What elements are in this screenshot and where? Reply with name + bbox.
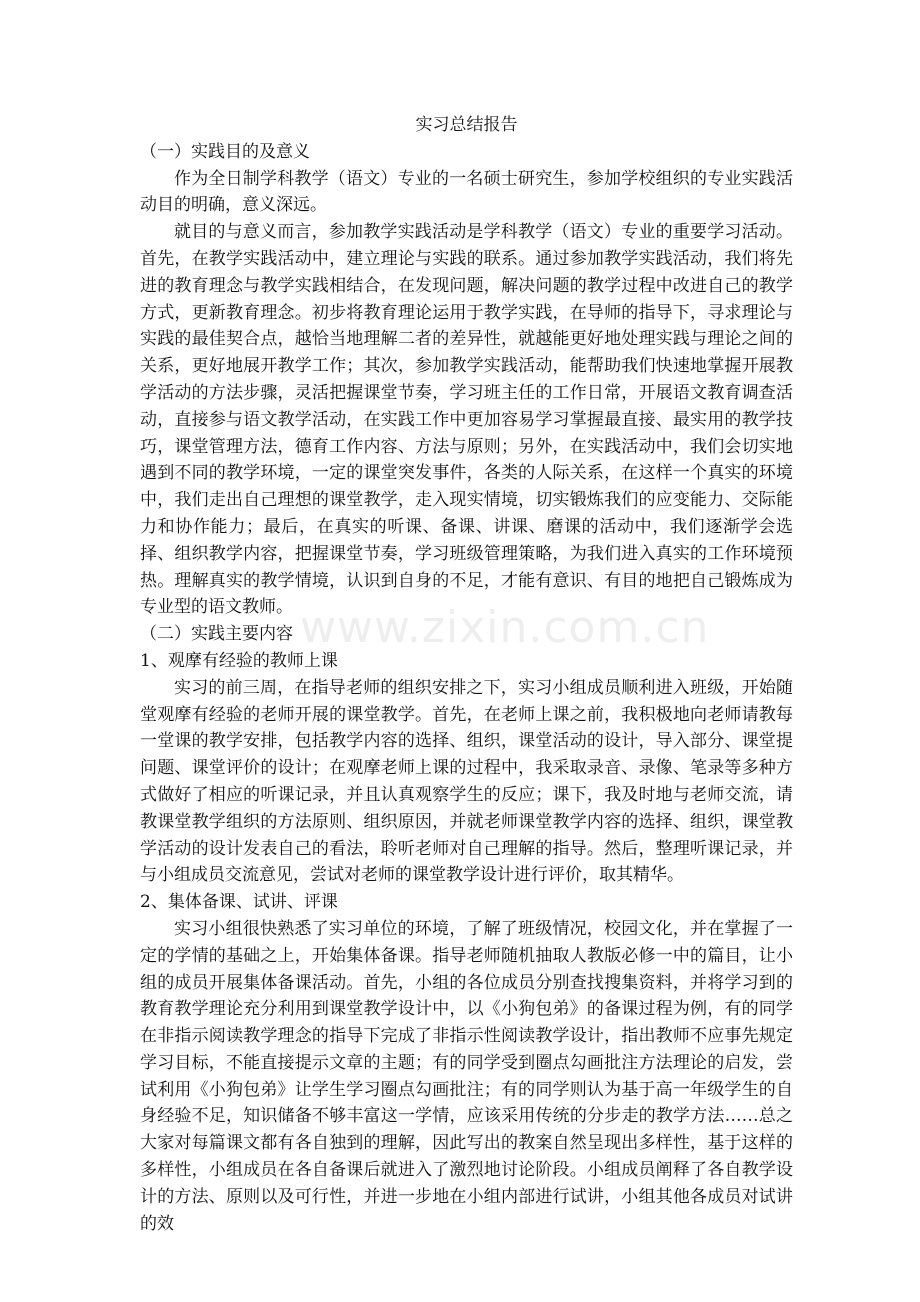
subsection-observe-classes xyxy=(140,648,793,889)
paragraph: 就目的与意义而言，参加教学实践活动是学科教学（语文）专业的重要学习活动。首先，在教学实践活动中，建立理论与实践的联系。通过参加教学实践活动，我们将先进的教育理念与教学实践相结合，在发现问题，解决问题的教学过程中改进自己的教学方式，更新教育理念。初步将教育理论运用于教学实践，在导师的指导下，寻求理论与实践的最佳契合点，越恰当地理解二者的差异性，就越能更好地处理实践与理论之间的关系，更好地展开教学工作；其次，参加教学实践活动，能帮助我们快速地掌握开展教学活动的方法步骤，灵活把握课堂节奏，学习班主任的工作日常，开展语文教育调查活动，直接参与语文教学活动，在实践工作中更加容易学习掌握最直接、最实用的教学技巧，课堂管理方法，德育工作内容、方法与原则；另外，在实践活动中，我们会切实地遇到不同的教学环境，一定的课堂突发事件，各类的人际关系，在这样一个真实的环境中，我们走出自己理想的课堂教学，走入现实情境，切实锻炼我们的应变能力、交际能力和协作能力；最后，在真实的听课、备课、讲课、磨课的活动中，我们逐渐学会选择、组织教学内容，把握课堂节奏，学习班级管理策略，为我们进入真实的工作环境预热。理解真实的教学情境，认识到自身的不足，才能有意识、有目的地把自己锻炼成为专业型的语文教师。 xyxy=(140,222,793,618)
document-page xyxy=(140,112,793,1237)
paragraph: 实习的前三周，在指导老师的组织安排之下，实习小组成员顺利进入班级，开始随堂观摩有经验的老师开展的课堂教学。首先，在老师上课之前，我积极地向老师请教每一堂课的教学安排，包括教学内容的选择、组织，课堂活动的设计，导入部分、课堂提问题、课堂评价的设计；在观摩老师上课的过程中，我采取录音、录像、笔录等多种方式做好了相应的听课记录，并且认真观察学生的反应；课下，我及时地与老师交流，请教课堂教学组织的方法原则、组织原因，并就老师课堂教学内容的选择、组织，课堂教学活动的设计发表自己的看法，聆听老师对自己理解的指导。然后，整理听课记录，并与小组成员交流意见，尝试对老师的课堂教学设计进行评价，取其精华。 xyxy=(140,677,793,886)
section-purpose xyxy=(140,139,793,621)
section-heading: （二）实践主要内容 xyxy=(140,624,293,645)
subsection-collective-lesson-prep xyxy=(140,889,793,1237)
subsection-heading: 1、观摩有经验的教师上课 xyxy=(140,650,338,671)
watermark-text: www.zixin.com.cn xyxy=(300,602,710,653)
paragraph: 实习小组很快熟悉了实习单位的环境，了解了班级情况，校园文化，并在掌握了一定的学情的基础之上，开始集体备课。指导老师随机抽取人教版必修一中的篇目，让小组的成员开展集体备课活动。首先，小组的各位成员分别查找搜集资料，并将学习到的教育教学理论充分利用到课堂教学设计中，以《小狗包弟》的备课过程为例，有的同学在非指示阅读教学理念的指导下完成了非指示性阅读教学设计，指出教师不应事先规定学习目标，不能直接提示文章的主题；有的同学受到圈点勾画批注方法理论的启发，尝试利用《小狗包弟》让学生学习圈点勾画批注；有的同学则认为基于高一年级学生的自身经验不足，知识储备不够丰富这一学情，应该采用传统的分步走的教学方法……总之大家对每篇课文都有各自独到的理解，因此写出的教案自然呈现出多样性，基于这样的多样性，小组成员在各自备课后就进入了激烈地讨论阶段。小组成员阐释了各自教学设计的方法、原则以及可行性，并进一步地在小组内部进行试讲，小组其他各成员对试讲的效 xyxy=(140,918,793,1234)
paragraph: 作为全日制学科教学（语文）专业的一名硕士研究生，参加学校组织的专业实践活动目的明确，意义深远。 xyxy=(140,168,793,216)
section-main-content xyxy=(140,621,793,648)
subsection-heading: 2、集体备课、试讲、评课 xyxy=(140,892,338,913)
section-heading: （一）实践目的及意义 xyxy=(140,141,310,162)
document-title: 实习总结报告 xyxy=(415,115,518,135)
